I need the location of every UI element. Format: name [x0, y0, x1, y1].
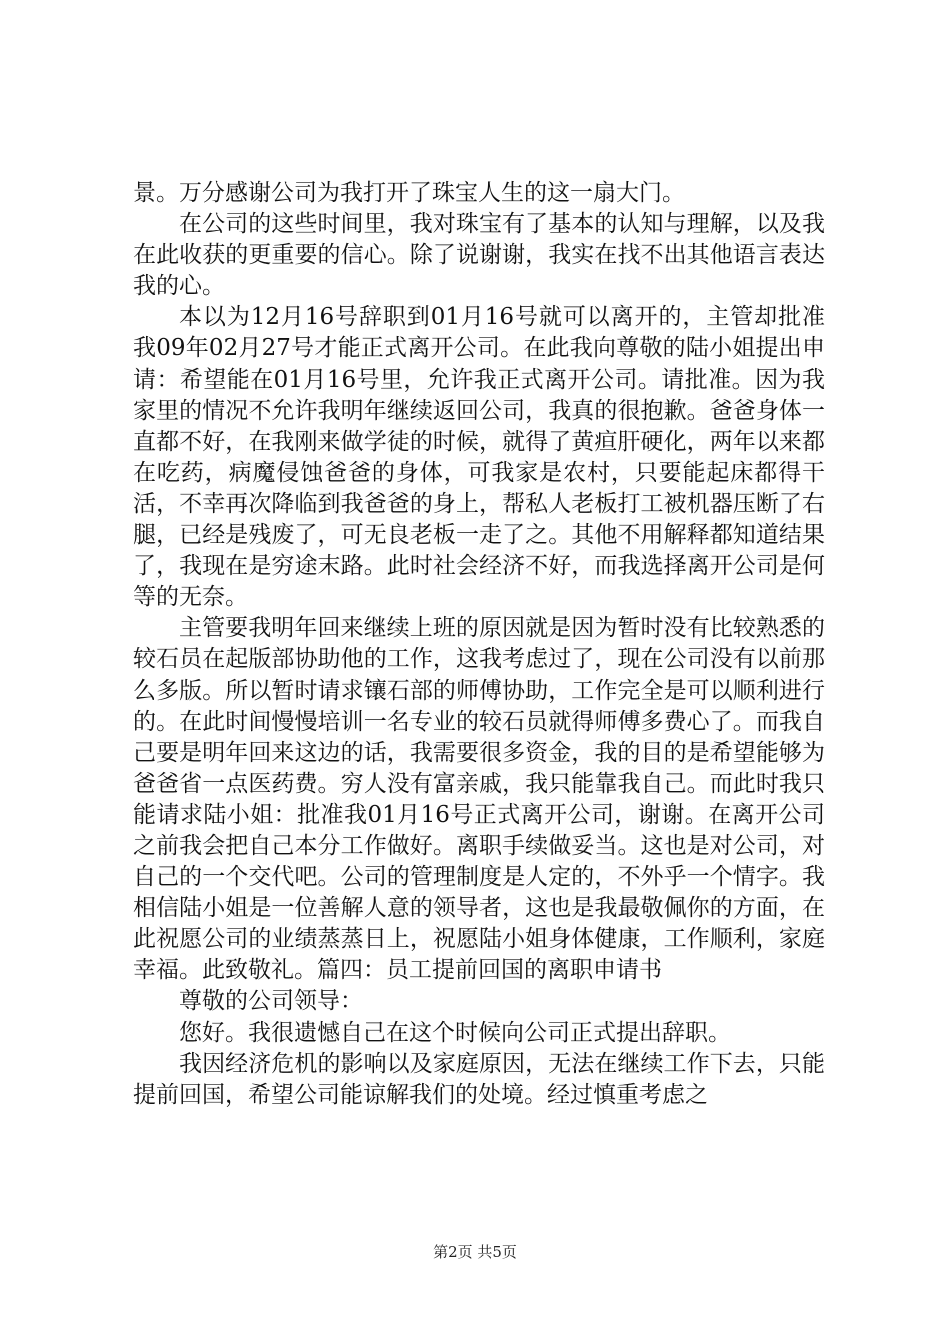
- document-body: [133, 178, 825, 1111]
- paragraph-2: 在公司的这些时间里，我对珠宝有了基本的认知与理解，以及我在此收获的更重要的信心。除了说谢谢，我实在找不出其他语言表达我的心。: [133, 211, 825, 300]
- salutation: 尊敬的公司领导：: [179, 988, 363, 1015]
- paragraph-4: 主管要我明年回来继续上班的原因就是因为暂时没有比较熟悉的较石员在起版部协助他的工作，这我考虑过了，现在公司没有以前那么多版。所以暂时请求镶石部的师傅协助，工作完全是可以顺利进行的。在此时间慢慢培训一名专业的较石员就得师傅多费心了。而我自己要是明年回来这边的话，我需要很多资金，我的目的是希望能够为爸爸省一点医药费。穷人没有富亲戚，我只能靠我自己。而此时我只能请求陆小姐：批准我01月16号正式离开公司，谢谢。在离开公司之前我会把自己本分工作做好。离职手续做妥当。这也是对公司，对自己的一个交代吧。公司的管理制度是人定的，不外乎一个情字。我相信陆小姐是一位善解人意的领导者，这也是我最敬佩你的方面，在此祝愿公司的业绩蒸蒸日上，祝愿陆小姐身体健康，工作顺利，家庭幸福。此致敬礼。篇四：员工提前回国的离职申请书: [133, 615, 825, 984]
- paragraph-1: 景。万分感谢公司为我打开了珠宝人生的这一扇大门。: [133, 180, 685, 206]
- page-number-footer: 第2页 共5页: [433, 1243, 517, 1261]
- paragraph-3: 本以为12月16号辞职到01月16号就可以离开的，主管却批准我09年02月27号才能正式离开公司。在此我向尊敬的陆小姐提出申请：希望能在01月16号里，允许我正式离开公司。请批准。因为我家里的情况不允许我明年继续返回公司，我真的很抱歉。爸爸身体一直都不好，在我刚来做学徒的时候，就得了黄疸肝硬化，两年以来都在吃药，病魔侵蚀爸爸的身体，可我家是农村，只要能起床都得干活，不幸再次降临到我爸爸的身上，帮私人老板打工被机器压断了右腿，已经是残废了，可无良老板一走了之。其他不用解释都知道结果了，我现在是穷途末路。此时社会经济不好，而我选择离开公司是何等的无奈。: [133, 304, 825, 611]
- paragraph-7: 我因经济危机的影响以及家庭原因，无法在继续工作下去，只能提前回国，希望公司能谅解我们的处境。经过慎重考虑之: [133, 1050, 825, 1108]
- greeting-paragraph: 您好。我很遗憾自己在这个时候向公司正式提出辞职。: [179, 1019, 731, 1046]
